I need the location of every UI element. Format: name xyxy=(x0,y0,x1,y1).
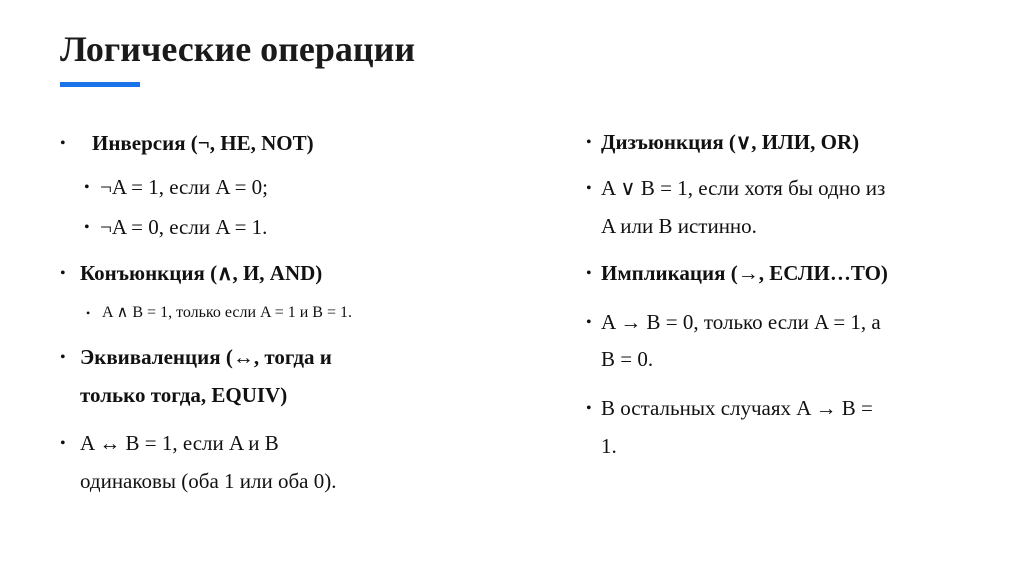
equivalence-heading-line-1: Эквиваленция (↔, тогда и xyxy=(80,345,332,369)
bullet-icon: • xyxy=(586,265,592,282)
disjunction-heading: Дизъюнкция (∨, ИЛИ, OR) xyxy=(601,130,860,154)
inversion-rule-1: ¬A = 1, если A = 0; xyxy=(100,175,269,199)
slide-title: Логические операции xyxy=(60,29,416,69)
implication-rule-1-line-1: A → B = 0, только если A = 1, а xyxy=(601,310,881,334)
bullet-icon: • xyxy=(586,180,592,197)
implication-heading: Импликация (→, ЕСЛИ…ТО) xyxy=(601,261,888,285)
equivalence-rule-line-1: A ↔ B = 1, если A и B xyxy=(80,431,279,455)
bullet-icon: • xyxy=(60,435,66,452)
title-underline xyxy=(60,82,140,87)
conjunction-heading: Конъюнкция (∧, И, AND) xyxy=(80,261,323,285)
inversion-rule-2: ¬A = 0, если A = 1. xyxy=(100,215,268,239)
implication-rule-2-line-1: В остальных случаях A → B = xyxy=(601,396,873,420)
inversion-heading: Инверсия (¬, НЕ, NOT) xyxy=(92,131,314,155)
disjunction-rule-line-1: A ∨ B = 1, если хотя бы одно из xyxy=(601,176,886,200)
bullet-icon: • xyxy=(586,134,592,151)
bullet-icon: • xyxy=(60,135,66,152)
bullet-icon: • xyxy=(60,265,66,282)
bullet-icon: • xyxy=(84,219,90,236)
conjunction-rule: A ∧ B = 1, только если A = 1 и B = 1. xyxy=(102,304,352,321)
bullet-icon: • xyxy=(60,349,66,366)
disjunction-rule-line-2: A или B истинно. xyxy=(601,214,757,238)
implication-rule-2-line-2: 1. xyxy=(601,434,617,458)
equivalence-heading-line-2: только тогда, EQUIV) xyxy=(80,383,288,407)
bullet-icon: • xyxy=(86,306,91,320)
bullet-icon: • xyxy=(84,179,90,196)
equivalence-rule-line-2: одинаковы (оба 1 или оба 0). xyxy=(80,469,337,493)
implication-rule-1-line-2: B = 0. xyxy=(601,347,654,371)
bullet-icon: • xyxy=(586,314,592,331)
bullet-icon: • xyxy=(586,400,592,417)
